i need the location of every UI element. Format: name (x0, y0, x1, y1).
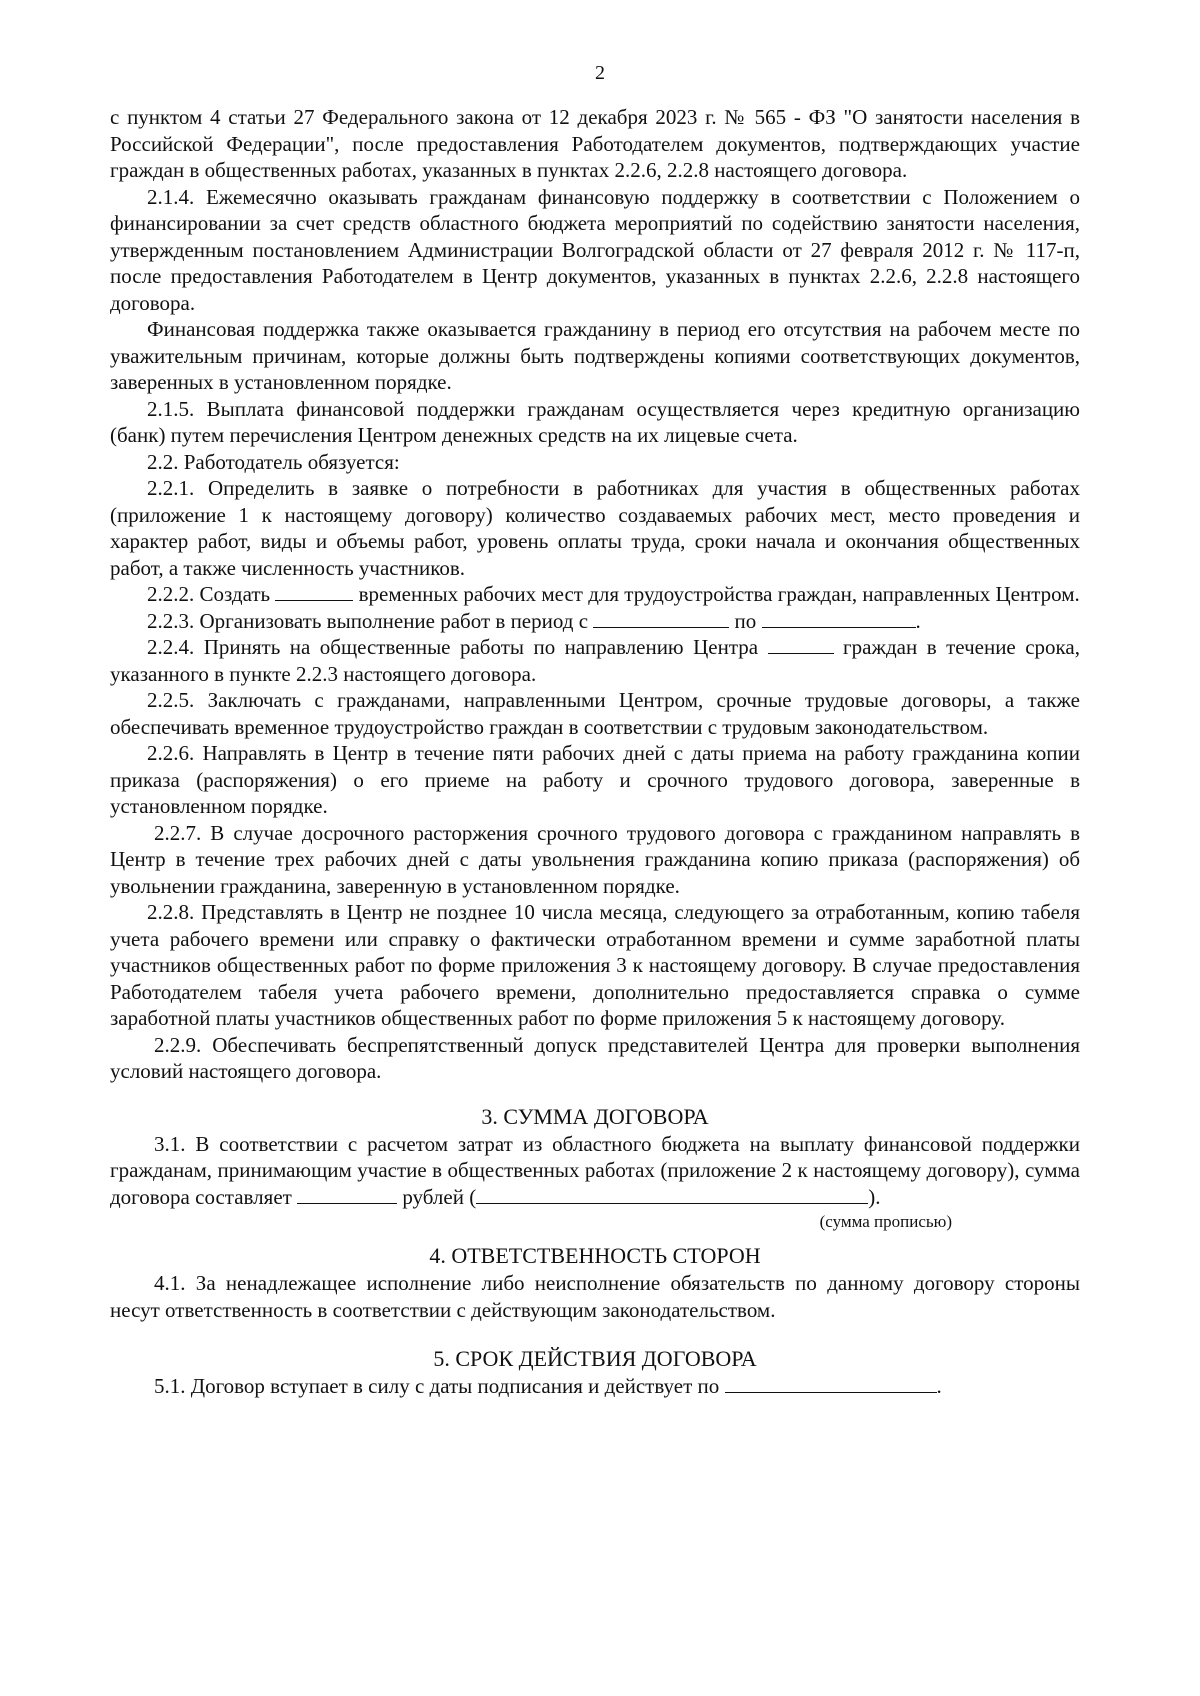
blank-sum-in-words[interactable] (476, 1185, 868, 1204)
section-4-heading: 4. ОТВЕТСТВЕННОСТЬ СТОРОН (429, 1243, 761, 1268)
document-body (110, 104, 1080, 1400)
blank-contract-sum[interactable] (297, 1185, 397, 1204)
section-3-heading: 3. СУММА ДОГОВОРА (481, 1103, 709, 1129)
text-2-2-3-a: 2.2.3. Организовать выполнение работ в период с (147, 608, 589, 633)
text-3-1-a: 3.1. В соответствии с расчетом затрат из областного бюджета на выплату финансовой поддержки гражданам, принимающим участие в общественных работах (приложение 2 к настоящему договору), сумма договора составляет (110, 1131, 1080, 1209)
blank-end-date[interactable] (725, 1374, 937, 1393)
paragraph-2-1-5: 2.1.5. Выплата финансовой поддержки гражданам осуществляется через кредитную организацию (банк) путем перечисления Центром денежных средств на их лицевые счета. (110, 396, 1080, 447)
text-3-1-b: рублей ( (402, 1184, 477, 1209)
paragraph-continuation: с пунктом 4 статьи 27 Федерального закона от 12 декабря 2023 г. № 565 - ФЗ "О занятости населения в Российской Федерации", после предоставления Работодателем документов, подтверждающих участие граждан в общественных работах, указанных в пунктах 2.2.6, 2.2.8 настоящего договора. (110, 105, 1080, 182)
text-5-1-b: . (936, 1374, 942, 1398)
blank-period-start[interactable] (593, 609, 729, 628)
paragraph-2-2-6: 2.2.6. Направлять в Центр в течение пяти рабочих дней с даты приема на работу гражданина копии приказа (распоряжения) о его приеме на работу и срочного трудового договора, заверенные в установленном порядке. (110, 741, 1080, 818)
sum-in-words-caption: (сумма прописью) (819, 1212, 952, 1231)
text-2-2-2-b: временных рабочих мест для трудоустройства граждан, направленных Центром. (358, 582, 1080, 606)
text-2-2-3-b: по (734, 608, 757, 633)
paragraph-2-2-8: 2.2.8. Представлять в Центр не позднее 10 числа месяца, следующего за отработанным, копию табеля учета рабочего времени или справку о фактически отработанном времени и сумме заработной платы участников общественных работ по форме приложения 3 к настоящему договору. В случае предоставления Работодателем табеля учета рабочего времени, дополнительно предоставляется справка о сумме заработной платы участников общественных работ по форме приложения 5 к настоящему договору. (110, 900, 1080, 1030)
text-2-2-4-b: граждан в течение срока, указанного в пункте 2.2.3 настоящего договора. (110, 635, 1081, 686)
blank-period-end[interactable] (762, 609, 916, 628)
paragraph-2-2: 2.2. Работодатель обязуется: (147, 449, 400, 474)
paragraph-4-1: 4.1. За ненадлежащее исполнение либо неисполнение обязательств по данному договору стороны несут ответственность в соответствии с действующим законодательством. (110, 1271, 1080, 1322)
page-number: 2 (595, 62, 605, 84)
paragraph-2-2-7: 2.2.7. В случае досрочного расторжения срочного трудового договора с гражданином направлять в Центр в течение трех рабочих дней с даты увольнения гражданина копию приказа (распоряжения) об увольнении гражданина, заверенную в установленном порядке. (110, 820, 1080, 898)
paragraph-2-2-4 (110, 634, 1080, 687)
paragraph-2-2-5: 2.2.5. Заключать с гражданами, направленными Центром, срочные трудовые договоры, а также обеспечивать временное трудоустройство граждан в соответствии с трудовым законодательством. (110, 688, 1080, 739)
paragraph-2-1-4: 2.1.4. Ежемесячно оказывать гражданам финансовую поддержку в соответствии с Положением о финансировании за счет средств областного бюджета мероприятий по содействию занятости населения, утвержденным постановлением Администрации Волгоградской области от 27 февраля 2012 г. № 117-п, после предоставления Работодателем в Центр документов, указанных в пунктах 2.2.6, 2.2.8 настоящего договора. (110, 184, 1080, 315)
paragraph-2-2-9: 2.2.9. Обеспечивать беспрепятственный допуск представителей Центра для проверки выполнения условий настоящего договора. (110, 1032, 1080, 1083)
text-3-1-c: ). (868, 1184, 881, 1209)
text-2-2-3-c: . (915, 608, 921, 633)
paragraph-3-1 (110, 1131, 1080, 1211)
paragraph-2-2-3 (110, 608, 1080, 635)
paragraph-5-1 (110, 1373, 1080, 1400)
blank-citizens-count[interactable] (768, 635, 834, 654)
section-5-heading: 5. СРОК ДЕЙСТВИЯ ДОГОВОРА (433, 1346, 757, 1371)
text-2-2-2-a: 2.2.2. Создать (147, 582, 271, 606)
paragraph-2-2-2 (110, 581, 1080, 608)
blank-workplaces-count[interactable] (275, 582, 353, 601)
text-5-1-a: 5.1. Договор вступает в силу с даты подписания и действует по (154, 1374, 720, 1398)
text-2-2-4-a: 2.2.4. Принять на общественные работы по направлению Центра (147, 635, 759, 659)
paragraph-financial-support: Финансовая поддержка также оказывается гражданину в период его отсутствия на рабочем месте по уважительным причинам, которые должны быть подтверждены копиями соответствующих документов, заверенных в установленном порядке. (110, 317, 1080, 394)
paragraph-2-2-1: 2.2.1. Определить в заявке о потребности в работниках для участия в общественных работах (приложение 1 к настоящему договору) количество создаваемых рабочих мест, место проведения и характер работ, виды и объемы работ, уровень оплаты труда, сроки начала и окончания общественных работ, а также численность участников. (110, 476, 1080, 580)
